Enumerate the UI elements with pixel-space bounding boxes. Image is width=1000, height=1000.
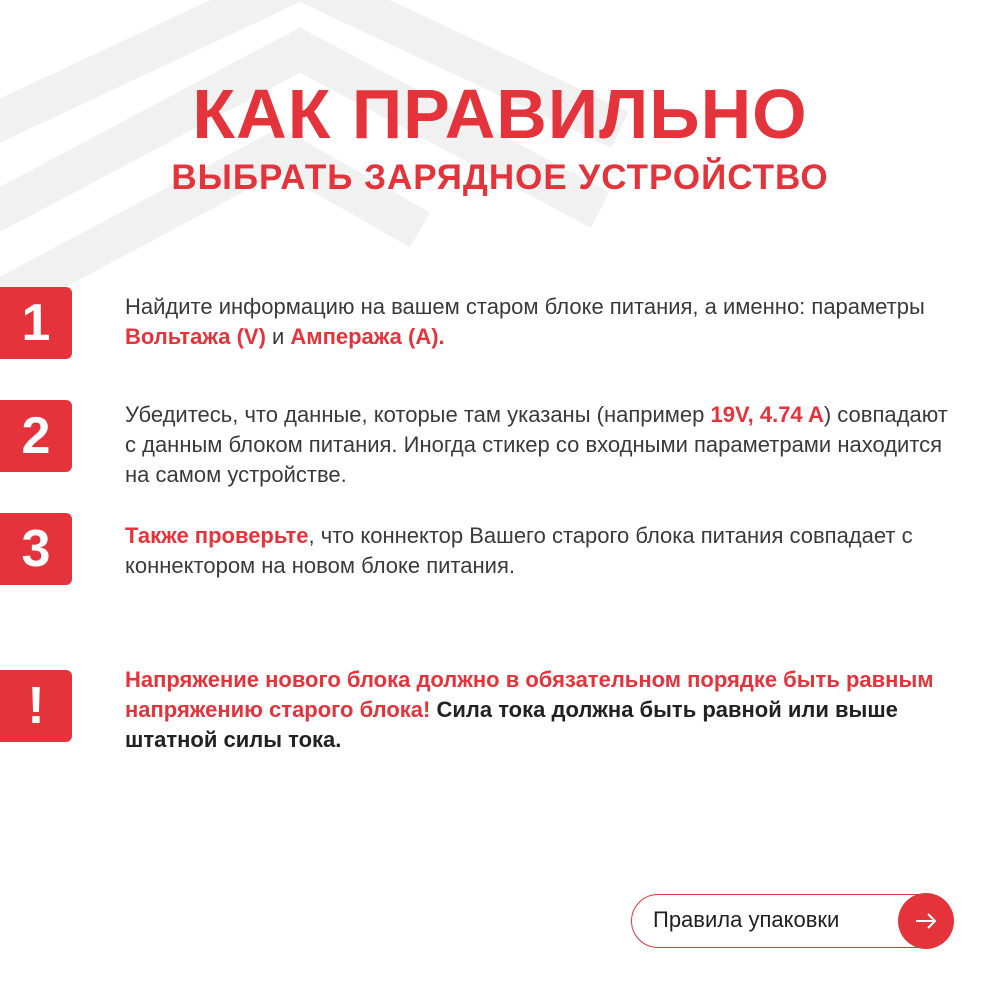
arrow-right-icon	[898, 893, 954, 949]
step-1-highlight-amperage: Ампеража (А).	[290, 324, 445, 349]
packing-rules-label: Правила упаковки	[653, 907, 840, 932]
step-number-badge-1: 1	[0, 287, 72, 359]
step-text-2	[125, 400, 955, 490]
warning-badge: !	[0, 670, 72, 742]
step-2-text-b: ) совпадают с данным блоком питания. Иногда стикер со входными параметрами находится на самом устройстве.	[125, 402, 948, 487]
step-number-badge-3: 3	[0, 513, 72, 585]
packing-rules-button[interactable]	[631, 894, 953, 948]
step-2-highlight-example: 19V, 4.74 A	[710, 402, 824, 427]
step-text-1	[125, 292, 955, 352]
step-2-text-a: Убедитесь, что данные, которые там указаны (например	[125, 402, 711, 427]
step-text-3	[125, 521, 955, 581]
warning-note: Сила тока должна быть равной или выше штатной силы тока.	[125, 697, 898, 752]
step-3-highlight: Также проверьте	[125, 523, 309, 548]
warning-highlight: Напряжение нового блока должно в обязательном порядке быть равным напряжению старого блока!	[125, 667, 934, 722]
page-title: КАК ПРАВИЛЬНО	[192, 75, 808, 153]
step-number-badge-2: 2	[0, 400, 72, 472]
warning-text	[125, 665, 955, 755]
step-1-text-a: Найдите информацию на вашем старом блоке питания, а именно: параметры	[125, 294, 925, 319]
step-1-text-b: и	[265, 324, 291, 349]
step-3-text-b: , что коннектор Вашего старого блока питания совпадает с коннектором на новом блоке питания.	[125, 523, 913, 578]
page-subtitle: ВЫБРАТЬ ЗАРЯДНОЕ УСТРОЙСТВО	[171, 158, 829, 197]
step-1-highlight-voltage: Вольтажа (V)	[125, 324, 266, 349]
